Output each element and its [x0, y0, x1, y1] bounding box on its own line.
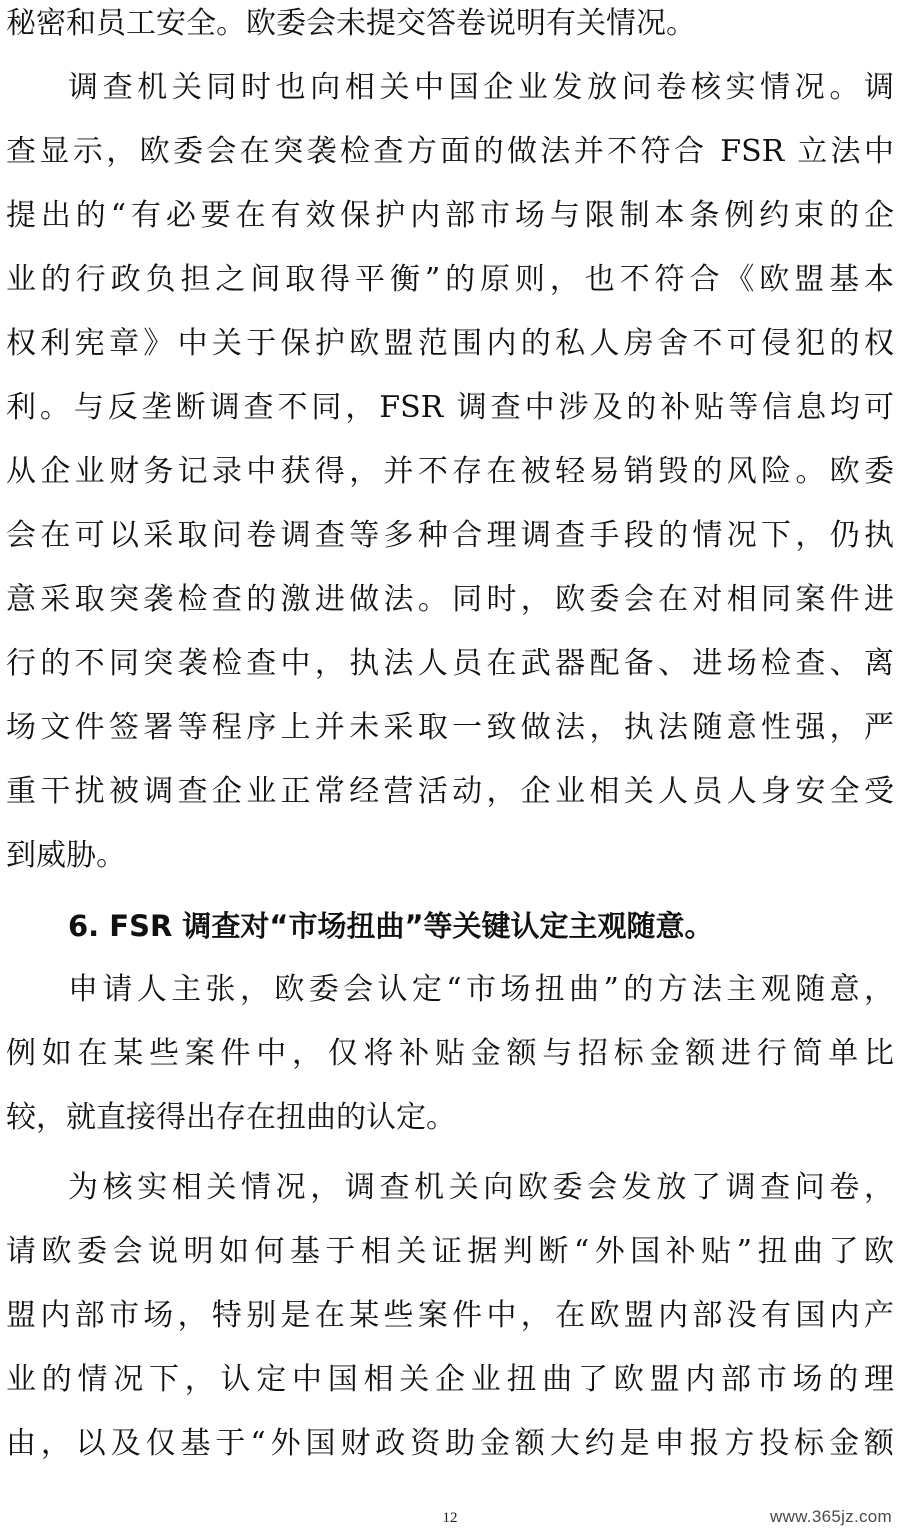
paragraph-line: 重干扰被调查企业正常经营活动，企业相关人员人身安全受	[6, 774, 894, 809]
page-number: 12	[442, 1510, 458, 1526]
paragraph-line: 查显示，欧委会在突袭检查方面的做法并不符合 FSR 立法中	[6, 134, 894, 169]
paragraph-line: 从企业财务记录中获得，并不存在被轻易销毁的风险。欧委	[6, 454, 894, 489]
paragraph-line: 秘密和员工安全。欧委会未提交答卷说明有关情况。	[6, 6, 696, 41]
paragraph-line: 由，以及仅基于“外国财政资助金额大约是申报方投标金额	[6, 1426, 894, 1461]
paragraph-line: 盟内部市场，特别是在某些案件中，在欧盟内部没有国内产	[6, 1298, 894, 1333]
paragraph-line: 业的情况下，认定中国相关企业扭曲了欧盟内部市场的理	[6, 1362, 894, 1397]
section-heading: 6. FSR 调查对“市场扭曲”等关键认定主观随意。	[68, 909, 714, 943]
paragraph-line: 调查机关同时也向相关中国企业发放问卷核实情况。调	[68, 70, 894, 105]
paragraph-line: 例如在某些案件中，仅将补贴金额与招标金额进行简单比	[6, 1036, 894, 1071]
paragraph-line: 意采取突袭检查的激进做法。同时，欧委会在对相同案件进	[6, 582, 894, 617]
paragraph-line: 为核实相关情况，调查机关向欧委会发放了调查问卷，	[68, 1170, 894, 1205]
paragraph-line: 权利宪章》中关于保护欧盟范围内的私人房舍不可侵犯的权	[6, 326, 894, 361]
paragraph-line: 业的行政负担之间取得平衡”的原则，也不符合《欧盟基本	[6, 262, 894, 297]
paragraph-line: 会在可以采取问卷调查等多种合理调查手段的情况下，仍执	[6, 518, 894, 553]
paragraph-line: 请欧委会说明如何基于相关证据判断“外国补贴”扭曲了欧	[6, 1234, 894, 1269]
paragraph-line: 行的不同突袭检查中，执法人员在武器配备、进场检查、离	[6, 646, 894, 681]
paragraph-line: 申请人主张，欧委会认定“市场扭曲”的方法主观随意，	[68, 972, 894, 1007]
paragraph-line: 较，就直接得出存在扭曲的认定。	[6, 1100, 456, 1135]
paragraph-line: 提出的“有必要在有效保护内部市场与限制本条例约束的企	[6, 198, 894, 233]
paragraph-line: 场文件签署等程序上并未采取一致做法，执法随意性强，严	[6, 710, 894, 745]
paragraph-line: 到威胁。	[6, 838, 126, 873]
paragraph-line: 利。与反垄断调查不同，FSR 调查中涉及的补贴等信息均可	[6, 390, 894, 425]
site-watermark: www.365jz.com	[770, 1507, 892, 1526]
